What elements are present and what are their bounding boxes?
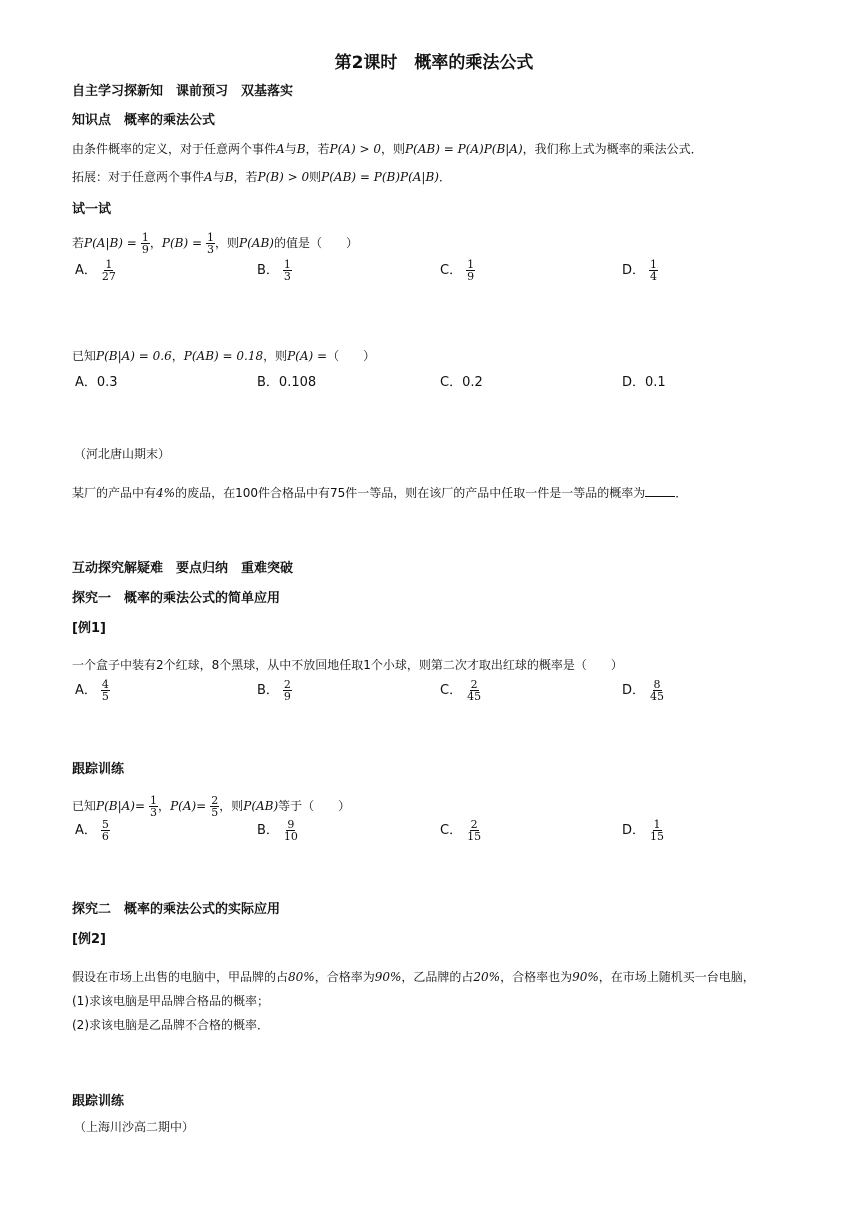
example-1-option-c[interactable]: C． $\frac{2}{45}$: [440, 678, 482, 703]
try-heading: 试一试: [72, 202, 112, 217]
example-2-sub-question-1: (1)求该电脑是甲品牌合格品的概率；: [72, 994, 269, 1008]
example-1-option-a[interactable]: A． $\frac{4}{5}$: [75, 678, 109, 703]
tracking-1-option-d[interactable]: D． $\frac{1}{15}$: [622, 818, 665, 843]
tracking-training-2-heading: 跟踪训练: [72, 1094, 125, 1109]
question-1-stem: 若P(A|B) = $\frac{1}{9}$ ，P(B) = $\frac{1}{3}$ ，则P(AB)的值是（ ）: [72, 231, 358, 256]
example-2-label: [例2]: [72, 932, 106, 947]
page-title: 第2课时 概率的乘法公式: [334, 53, 534, 73]
question-2-stem: 已知P(B|A) = 0.6，P(AB) = 0.18，则P(A) =（ ）: [72, 349, 376, 363]
question-2-option-c[interactable]: C．0.2: [440, 375, 483, 390]
multiplication-formula: P(AB) = P(A)P(B|A): [404, 142, 523, 156]
section-heading-interactive: 互动探究解疑难 要点归纳 重难突破: [72, 561, 294, 576]
question-2-option-a[interactable]: A．0.3: [75, 375, 118, 390]
question-2-option-b[interactable]: B．0.108: [257, 375, 317, 390]
knowledge-point-text: 由条件概率的定义，对于任意两个事件A与B，若P(A) > 0，则P(AB) = P(A)P(B|A)，我们称上式为概率的乘法公式．: [72, 142, 703, 156]
example-1-stem: 一个盒子中装有2个红球，8个黑球，从中不放回地任取1个小球，则第二次才取出红球的概率是（ ）: [72, 658, 623, 672]
question-1-option-a[interactable]: A． $\frac{1}{27}$: [75, 258, 116, 283]
explore-1-heading: 探究一 概率的乘法公式的简单应用: [72, 591, 281, 606]
question-3-source: （河北唐山期末）: [74, 447, 171, 461]
question-1-option-c[interactable]: C． $\frac{1}{9}$: [440, 258, 475, 283]
tracking-1-option-a[interactable]: A． $\frac{5}{6}$: [75, 818, 109, 843]
tracking-training-1-heading: 跟踪训练: [72, 762, 125, 777]
tracking-1-option-c[interactable]: C． $\frac{2}{15}$: [440, 818, 482, 843]
answer-blank[interactable]: [645, 484, 675, 497]
tracking-1-stem: 已知P(B|A)= $\frac{1}{3}$ ，P(A)= $\frac{2}{5}$ ，则P(AB)等于（ ）: [72, 794, 351, 819]
example-2-sub-question-2: (2)求该电脑是乙品牌不合格的概率．: [72, 1018, 269, 1032]
question-1-option-b[interactable]: B． $\frac{1}{3}$: [257, 258, 291, 283]
tracking-1-option-b[interactable]: B． $\frac{9}{10}$: [257, 818, 298, 843]
question-3-stem: 某厂的产品中有4%的废品，在100件合格品中有75件一等品，则在该厂的产品中任取一件是一等品的概率为 ．: [72, 486, 688, 500]
knowledge-point-heading: 知识点 概率的乘法公式: [72, 113, 216, 128]
example-1-label: [例1]: [72, 621, 106, 636]
example-1-option-b[interactable]: B． $\frac{2}{9}$: [257, 678, 291, 703]
example-1-option-d[interactable]: D． $\frac{8}{45}$: [622, 678, 665, 703]
explore-2-heading: 探究二 概率的乘法公式的实际应用: [72, 902, 281, 917]
section-heading-self-study: 自主学习探新知 课前预习 双基落实: [72, 84, 294, 99]
question-1-option-d[interactable]: D． $\frac{1}{4}$: [622, 258, 658, 283]
extension-text: 拓展：对于任意两个事件A与B，若P(B) > 0则P(AB) = P(B)P(A|B)．: [72, 170, 451, 184]
example-2-stem: 假设在市场上出售的电脑中，甲品牌的占80%，合格率为90%，乙品牌的占20%，合格率也为90%，在市场上随机买一台电脑，: [72, 970, 755, 984]
question-2-option-d[interactable]: D．0.1: [622, 375, 666, 390]
tracking-2-source: （上海川沙高二期中）: [74, 1120, 195, 1134]
